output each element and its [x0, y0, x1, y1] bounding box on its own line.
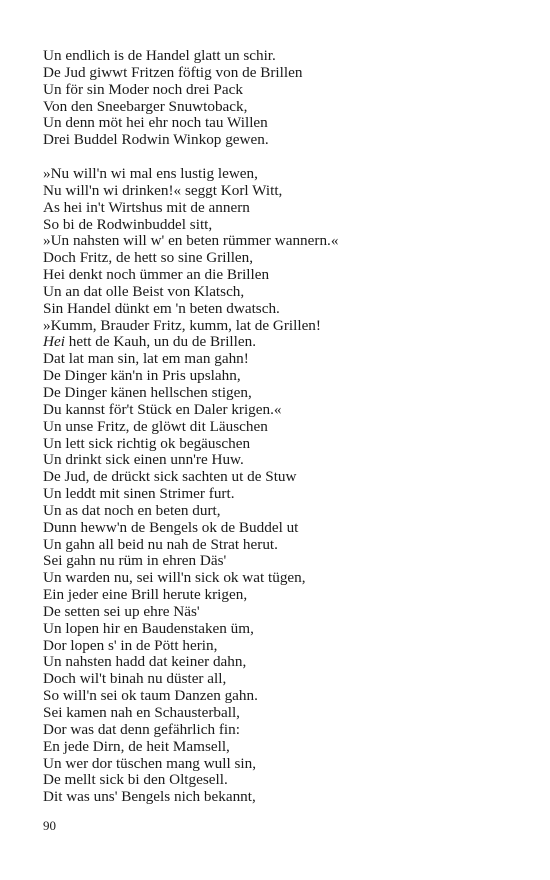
poem-line: Un wer dor tüschen mang wull sin, [43, 754, 257, 772]
poem-line: Dat lat man sin, lat em man gahn! [43, 350, 249, 368]
poem-stanza-2 [43, 166, 523, 806]
poem-line: Doch wil't binah nu düster all, [43, 670, 227, 688]
poem-line: De Jud giwwt Fritzen föftig von de Brillen [43, 63, 303, 81]
poem-line: Sei gahn nu rüm in ehren Däs' [43, 552, 227, 570]
poem-line: Doch Fritz, de hett so sine Grillen, [43, 249, 254, 267]
poem-line: Un unse Fritz, de glöwt dit Läuschen [43, 417, 268, 435]
poem-line: De Dinger känen hellschen stigen, [43, 383, 252, 401]
poem-line: »Kumm, Brauder Fritz, kumm, lat de Grillen! [43, 316, 321, 334]
poem-line: »Nu will'n wi mal ens lustig lewen, [43, 165, 258, 182]
poem-line: As hei in't Wirtshus mit de annern [43, 198, 250, 216]
poem-line: Un lopen hir en Baudenstaken üm, [43, 619, 254, 637]
poem-line: Ein jeder eine Brill herute krigen, [43, 586, 248, 604]
poem-line: Un lett sick richtig ok begäuschen [43, 434, 251, 452]
poem-stanza-1 [43, 48, 523, 149]
poem-line [43, 334, 523, 351]
poem-line: So bi de Rodwinbuddel sitt, [43, 215, 213, 233]
poem-line: Un as dat noch en beten durt, [43, 501, 221, 519]
poem-line: Dit was uns' Bengels nich bekannt, [43, 788, 256, 806]
poem-line: Dor was dat denn gefährlich fin: [43, 720, 240, 738]
poem-line: Un drinkt sick einen unn're Huw. [43, 451, 244, 469]
page-number: 90 [43, 818, 56, 833]
poem-line: Du kannst för't Stück en Daler krigen.« [43, 400, 282, 418]
poem-line: Un gahn all beid nu nah de Strat herut. [43, 535, 278, 553]
poem-line: Un denn möt hei ehr noch tau Willen [43, 114, 268, 132]
poem-line: Von den Sneebarger Snuwtoback, [43, 97, 248, 115]
poem-line: Un warden nu, sei will'n sick ok wat tügen, [43, 569, 306, 587]
poem-line: Un an dat olle Beist von Klatsch, [43, 282, 245, 300]
poem-line: Un nahsten hadd dat keiner dahn, [43, 653, 247, 671]
poem-line: Hei denkt noch ümmer an die Brillen [43, 266, 270, 284]
line-rest: hett de Kauh, un du de Brillen. [64, 333, 257, 351]
poem-line: Dunn heww'n de Bengels ok de Buddel ut [43, 518, 299, 536]
poem-line: De Jud, de drückt sick sachten ut de Stuw [43, 468, 297, 486]
poem-line: Un för sin Moder noch drei Pack [43, 80, 243, 98]
poem-line: De setten sei up ehre Näs' [43, 602, 200, 620]
emphasized-word: Hei [43, 333, 65, 351]
poem-line: En jede Dirn, de heit Mamsell, [43, 737, 230, 755]
poem-line: Nu will'n wi drinken!« seggt Korl Witt, [43, 181, 283, 199]
poem-line: Un endlich is de Handel glatt un schir. [43, 47, 276, 64]
poem-line: Un leddt mit sinen Strimer furt. [43, 485, 235, 503]
poem-line: Drei Buddel Rodwin Winkop gewen. [43, 131, 269, 149]
poem-line: Sin Handel dünkt em 'n beten dwatsch. [43, 299, 280, 317]
poem-line: De mellt sick bi den Oltgesell. [43, 771, 228, 789]
poem-line: »Un nahsten will w' en beten rümmer wannern.« [43, 232, 339, 250]
poem-line: De Dinger kän'n in Pris upslahn, [43, 367, 241, 385]
poem-line: Sei kamen nah en Schausterball, [43, 704, 240, 721]
poem-line: Dor lopen s' in de Pött herin, [43, 636, 218, 654]
poem-line: So will'n sei ok taum Danzen gahn. [43, 687, 258, 705]
